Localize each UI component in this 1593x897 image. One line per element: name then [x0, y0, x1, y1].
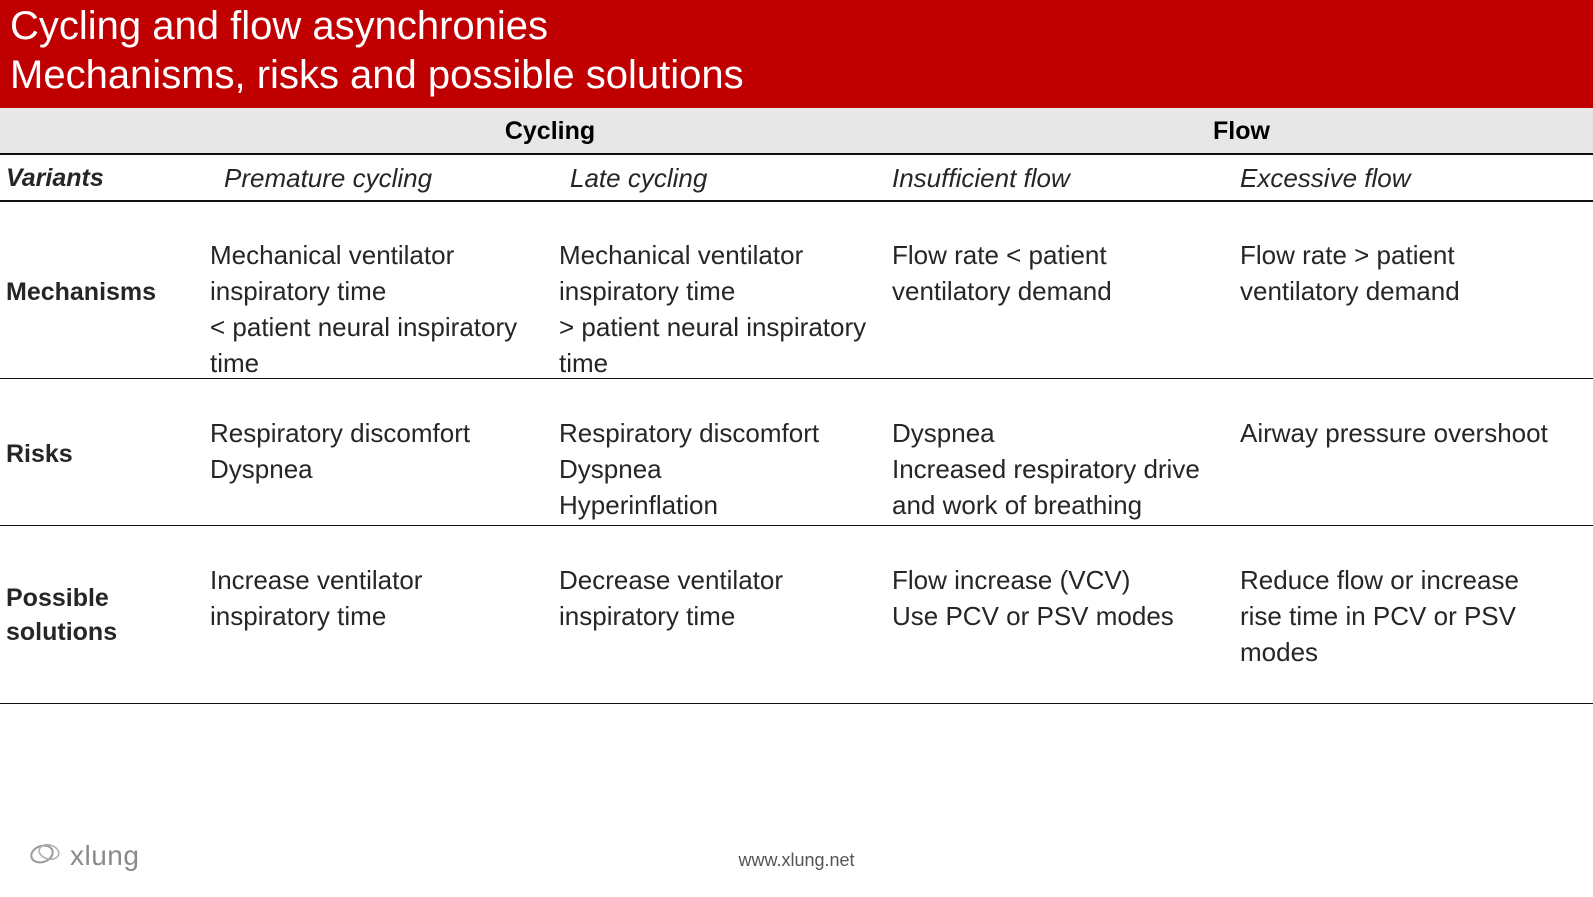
cell-line: Use PCV or PSV modes — [892, 601, 1174, 631]
cell-risks-premature — [210, 415, 470, 487]
cell-line: inspiratory time — [559, 601, 736, 631]
row-label-solutions — [6, 581, 117, 649]
title-bar — [0, 0, 1593, 108]
page-subtitle: Mechanisms, risks and possible solutions — [10, 53, 744, 97]
group-header-row — [0, 108, 1593, 155]
cell-line: Reduce flow or increase — [1240, 565, 1519, 595]
variants-row — [0, 155, 1593, 202]
cell-solutions-late — [559, 562, 783, 634]
cell-line: Increase ventilator — [210, 565, 423, 595]
cell-mechanisms-late — [559, 237, 866, 381]
cell-solutions-premature — [210, 562, 422, 634]
cell-line: inspiratory time — [210, 276, 387, 306]
page-title: Cycling and flow asynchronies — [10, 4, 549, 48]
cell-line: rise time in PCV or PSV — [1240, 601, 1516, 631]
cell-line: time — [559, 348, 609, 378]
cell-line: Respiratory discomfort — [210, 418, 471, 448]
cell-line: Dyspnea — [559, 454, 662, 484]
table-bottom-border — [0, 703, 1593, 704]
cell-risks-insufficient — [892, 415, 1200, 523]
row-label-mechanisms: Mechanisms — [6, 278, 157, 306]
cell-line: Flow increase (VCV) — [892, 565, 1131, 595]
group-flow: Flow — [1213, 117, 1270, 145]
cell-line: > patient neural inspiratory — [559, 312, 867, 342]
row-divider — [0, 525, 1593, 526]
cell-line: inspiratory time — [559, 276, 736, 306]
cell-line: Decrease ventilator — [559, 565, 783, 595]
cell-line: Mechanical ventilator — [210, 240, 455, 270]
variant-premature-cycling: Premature cycling — [224, 163, 433, 193]
cell-risks-late — [559, 415, 819, 523]
cell-line: Increased respiratory drive — [892, 454, 1200, 484]
cell-line: Airway pressure overshoot — [1240, 418, 1548, 448]
cell-line: ventilatory demand — [892, 276, 1112, 306]
cell-risks-excessive — [1240, 415, 1548, 451]
xlung-logo-text: xlung — [70, 839, 140, 871]
cell-line: and work of breathing — [892, 490, 1143, 520]
cell-line: Mechanical ventilator — [559, 240, 804, 270]
cell-line: Dyspnea — [210, 454, 313, 484]
cell-line: ventilatory demand — [1240, 276, 1460, 306]
cell-line: Hyperinflation — [559, 490, 718, 520]
cell-line: inspiratory time — [210, 601, 387, 631]
cell-line: Flow rate > patient — [1240, 240, 1455, 270]
cell-line: modes — [1240, 637, 1319, 667]
footer-url: www.xlung.net — [738, 850, 855, 870]
cell-line: Dyspnea — [892, 418, 995, 448]
row-label-risks: Risks — [6, 440, 73, 468]
cell-solutions-excessive — [1240, 562, 1519, 670]
cell-mechanisms-insufficient — [892, 237, 1112, 309]
cell-line: Flow rate < patient — [892, 240, 1107, 270]
variant-late-cycling: Late cycling — [570, 163, 708, 193]
row-label-line: Possible — [6, 584, 109, 612]
row-divider — [0, 378, 1593, 379]
cell-line: Respiratory discomfort — [559, 418, 820, 448]
cell-mechanisms-excessive — [1240, 237, 1460, 309]
group-cycling: Cycling — [504, 117, 596, 145]
cell-mechanisms-premature — [210, 237, 517, 381]
variant-excessive-flow: Excessive flow — [1240, 163, 1411, 193]
row-label-line: solutions — [6, 618, 118, 646]
cell-line: time — [210, 348, 260, 378]
variant-insufficient-flow: Insufficient flow — [892, 163, 1070, 193]
cell-solutions-insufficient — [892, 562, 1174, 634]
variants-label: Variants — [6, 164, 104, 192]
cell-line: < patient neural inspiratory — [210, 312, 518, 342]
